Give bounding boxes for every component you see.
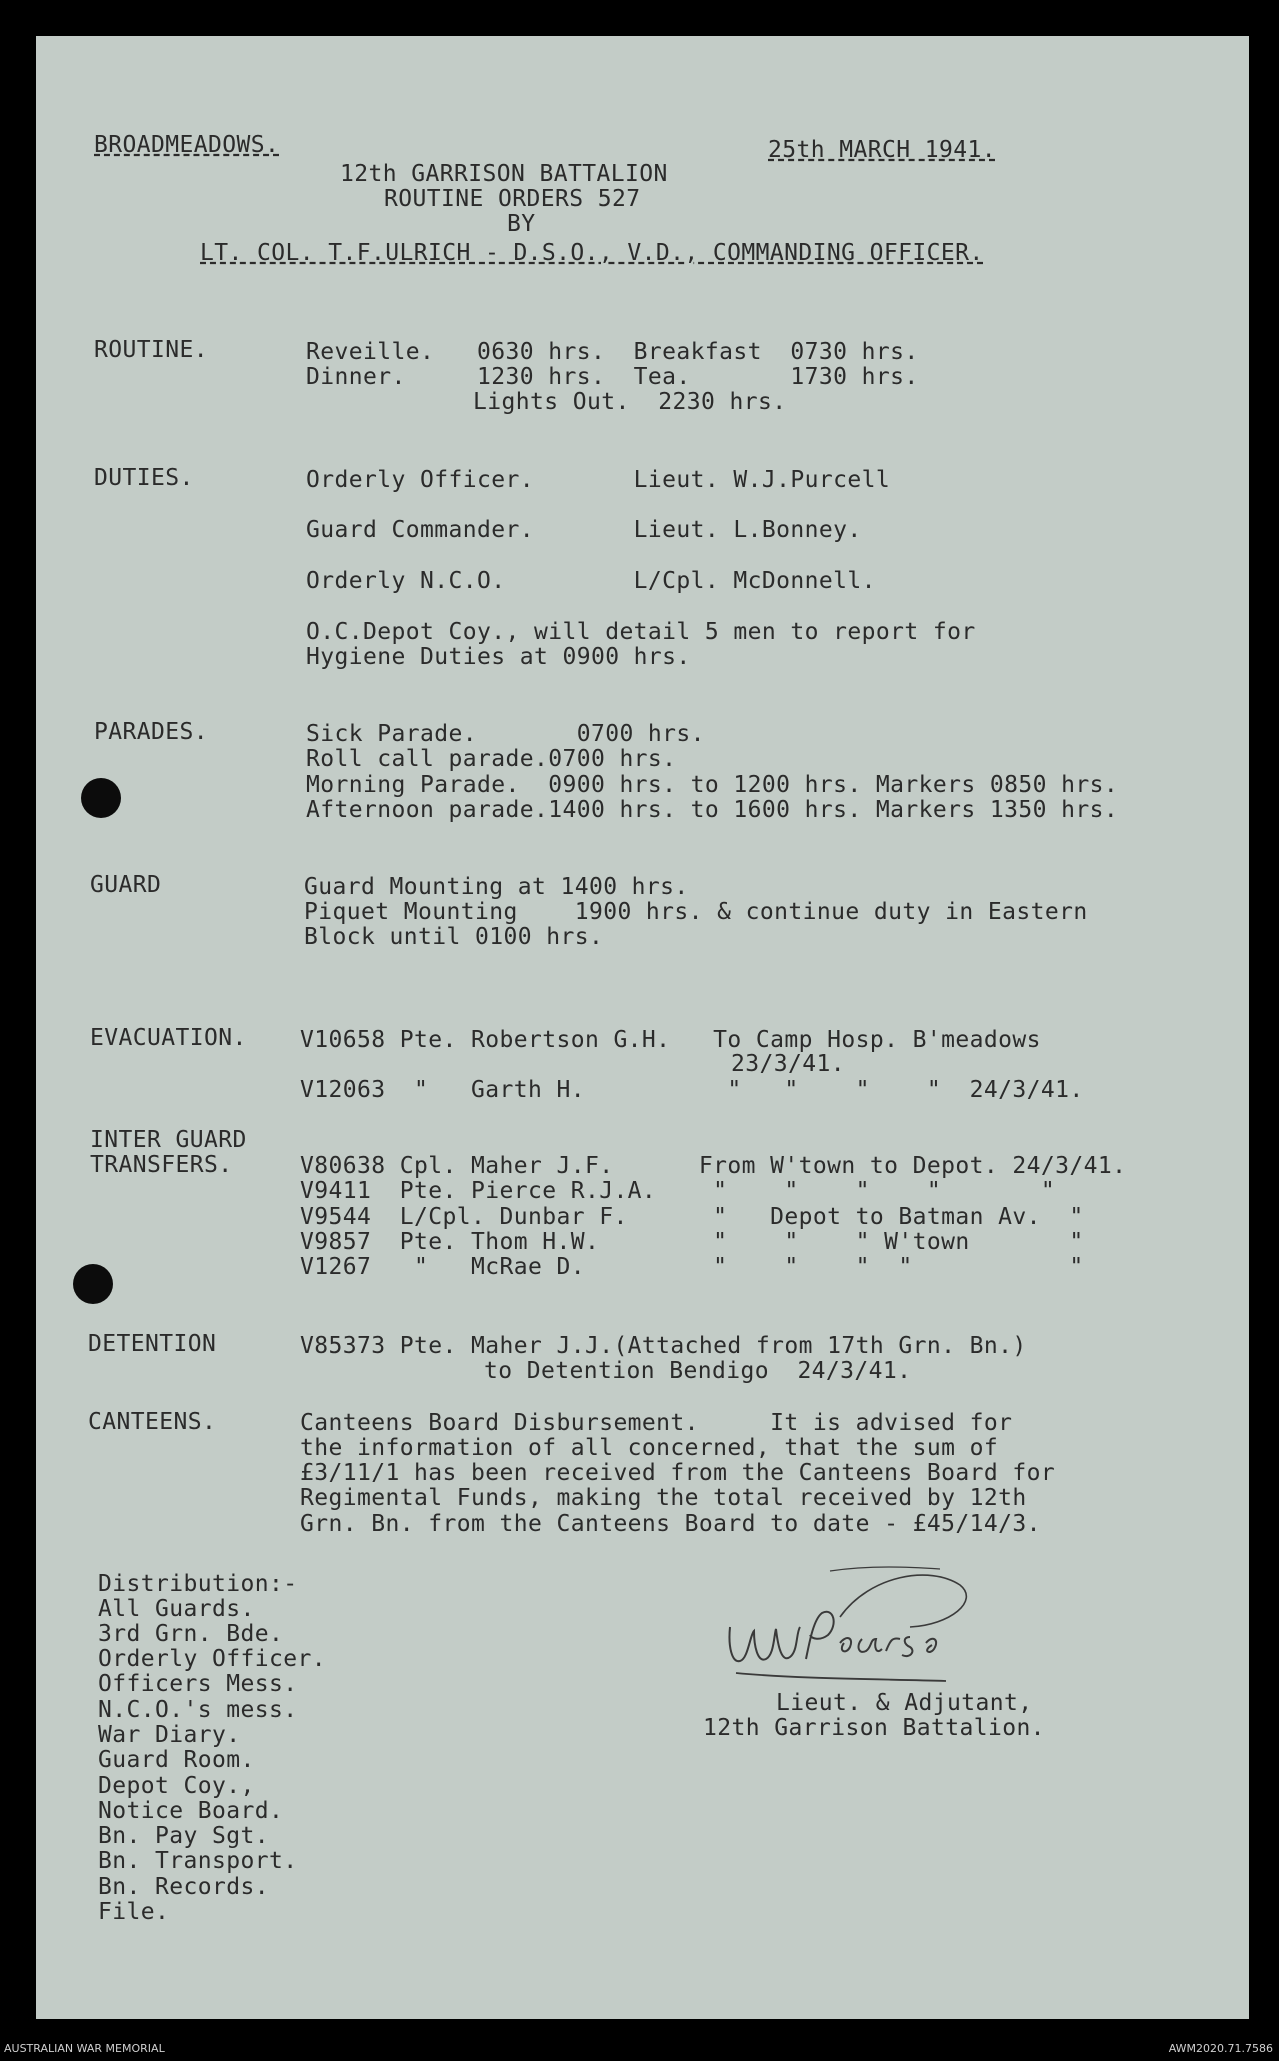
guard-line: Piquet Mounting 1900 hrs. & continue duty in Eastern — [304, 899, 1088, 925]
distribution-item: War Diary. — [98, 1722, 241, 1748]
parades-line: Morning Parade. 0900 hrs. to 1200 hrs. Markers 0850 hrs. — [306, 772, 1119, 798]
distribution-item: Bn. Transport. — [98, 1848, 298, 1874]
distribution-heading: Distribution:- — [98, 1571, 298, 1597]
transfers-line: V9544 L/Cpl. Dunbar F. " Depot to Batman Av. " — [300, 1204, 1084, 1230]
distribution-item: File. — [98, 1899, 170, 1925]
duties-line: Guard Commander. Lieut. L.Bonney. — [306, 517, 862, 543]
section-label-guard: GUARD — [90, 872, 162, 898]
section-label-parades: PARADES. — [94, 719, 208, 745]
handwritten-signature — [710, 1555, 1010, 1705]
section-label-evacuation: EVACUATION. — [90, 1025, 247, 1051]
section-label-routine: ROUTINE. — [94, 337, 208, 363]
header-by: BY — [507, 211, 536, 237]
transfers-line: V9857 Pte. Thom H.W. " " " W'town " — [300, 1229, 1084, 1255]
distribution-item: 3rd Grn. Bde. — [98, 1621, 284, 1647]
canteens-line: Canteens Board Disbursement. It is advised for — [300, 1410, 1013, 1436]
distribution-item: Orderly Officer. — [98, 1646, 326, 1672]
section-label-canteens: CANTEENS. — [88, 1409, 217, 1435]
transfers-line: V80638 Cpl. Maher J.F. From W'town to Depot. 24/3/41. — [300, 1153, 1127, 1179]
header-unit: 12th GARRISON BATTALION — [340, 161, 668, 187]
header-orders: ROUTINE ORDERS 527 — [384, 186, 641, 212]
guard-line: Block until 0100 hrs. — [304, 924, 604, 950]
parades-line: Roll call parade.0700 hrs. — [306, 746, 677, 772]
distribution-item: Guard Room. — [98, 1747, 255, 1773]
parades-line: Afternoon parade.1400 hrs. to 1600 hrs. Markers 1350 hrs. — [306, 797, 1119, 823]
duties-line: Hygiene Duties at 0900 hrs. — [306, 644, 691, 670]
transfers-line: V9411 Pte. Pierce R.J.A. " " " " " — [300, 1178, 1056, 1204]
signature-unit: 12th Garrison Battalion. — [703, 1715, 1045, 1741]
detention-line: V85373 Pte. Maher J.J.(Attached from 17th Grn. Bn.) — [300, 1333, 1027, 1359]
canteens-line: Grn. Bn. from the Canteens Board to date - £45/14/3. — [300, 1511, 1041, 1537]
distribution-item: Bn. Records. — [98, 1874, 269, 1900]
header-place: BROADMEADOWS. — [94, 132, 280, 158]
transfers-line: V1267 " McRae D. " " " " " — [300, 1254, 1084, 1280]
footer-right: AWM2020.71.7586 — [1168, 2042, 1273, 2055]
canteens-line: Regimental Funds, making the total received by 12th — [300, 1485, 1027, 1511]
section-label-transfers: INTER GUARD — [90, 1127, 247, 1153]
distribution-item: Depot Coy., — [98, 1773, 255, 1799]
canteens-line: the information of all concerned, that the sum of — [300, 1435, 999, 1461]
punch-hole-bottom — [73, 1264, 113, 1304]
duties-line: O.C.Depot Coy., will detail 5 men to report for — [306, 619, 976, 645]
section-label-transfers-2: TRANSFERS. — [90, 1152, 233, 1178]
detention-line: to Detention Bendigo 24/3/41. — [484, 1358, 912, 1384]
section-label-detention: DETENTION — [88, 1331, 217, 1357]
distribution-item: Bn. Pay Sgt. — [98, 1823, 269, 1849]
header-date: 25th MARCH 1941. — [768, 137, 996, 163]
header-commander: LT. COL. T.F.ULRICH - D.S.O., V.D., COMMANDING OFFICER. — [200, 240, 984, 266]
parades-line: Sick Parade. 0700 hrs. — [306, 721, 705, 747]
distribution-item: Notice Board. — [98, 1798, 284, 1824]
footer-left: AUSTRALIAN WAR MEMORIAL — [4, 2042, 165, 2055]
punch-hole-top — [81, 778, 121, 818]
evacuation-line: V12063 " Garth H. " " " " 24/3/41. — [300, 1077, 1084, 1103]
distribution-item: Officers Mess. — [98, 1671, 298, 1697]
signature-title: Lieut. & Adjutant, — [776, 1690, 1033, 1716]
guard-line: Guard Mounting at 1400 hrs. — [304, 874, 689, 900]
duties-line: Orderly Officer. Lieut. W.J.Purcell — [306, 467, 891, 493]
evacuation-line: V10658 Pte. Robertson G.H. To Camp Hosp. B'meadows — [300, 1027, 1041, 1053]
routine-line: Reveille. 0630 hrs. Breakfast 0730 hrs. — [306, 339, 919, 365]
evacuation-line: 23/3/41. — [731, 1051, 845, 1077]
duties-line: Orderly N.C.O. L/Cpl. McDonnell. — [306, 568, 876, 594]
distribution-item: N.C.O.'s mess. — [98, 1697, 298, 1723]
distribution-item: All Guards. — [98, 1596, 255, 1622]
canteens-line: £3/11/1 has been received from the Canteens Board for — [300, 1460, 1056, 1486]
routine-line: Dinner. 1230 hrs. Tea. 1730 hrs. — [306, 364, 919, 390]
section-label-duties: DUTIES. — [94, 465, 194, 491]
routine-line: Lights Out. 2230 hrs. — [473, 389, 787, 415]
